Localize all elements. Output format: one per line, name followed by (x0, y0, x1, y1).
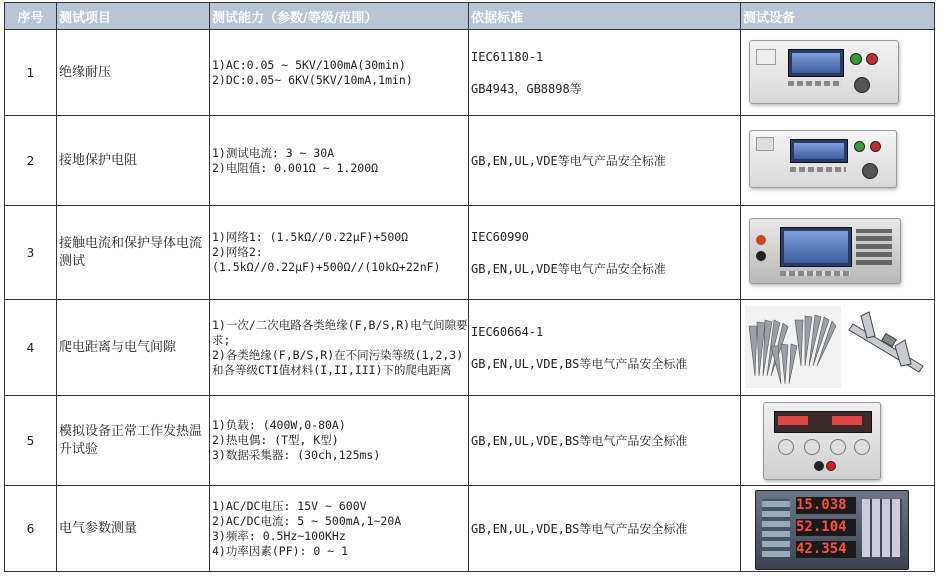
table-row (5, 206, 935, 300)
test-capability: 1)AC:0.05 ~ 5KV/100mA(30min) 2)DC:0.05~ 6KV(5KV/10mA,1min) (210, 30, 469, 116)
standard-line: GB,EN,UL,VDE等电气产品安全标准 (471, 153, 666, 168)
header-equipment: 测试设备 (741, 3, 935, 30)
withstand-voltage-tester-icon (749, 40, 899, 104)
leakage-current-tester-icon (749, 218, 901, 284)
test-capability: 1)负载: (400W,0-80A) 2)热电偶: (T型, K型) 3)数据采集器: (30ch,125ms) (210, 396, 469, 486)
test-item: 模拟设备正常工作发热温升试验 (57, 396, 210, 486)
test-capability: 1)AC/DC电压: 15V ~ 600V 2)AC/DC电流: 5 ~ 500mA,1~20A 3)频率: 0.5Hz~100KHz 4)功率因素(PF): 0 ~ 1 (210, 486, 469, 572)
table-row (5, 486, 935, 572)
header-capability: 测试能力（参数/等级/范围） (210, 3, 469, 30)
row-number: 3 (5, 206, 57, 300)
test-capability: 1)网络1: (1.5kΩ//0.22μF)+500Ω 2)网络2: (1.5kΩ//0.22μF)+500Ω//(10kΩ+22nF) (210, 206, 469, 300)
standard-line: GB,EN,UL,VDE等电气产品安全标准 (471, 261, 666, 276)
test-capability-table-container (4, 2, 934, 572)
standard-line: GB,EN,UL,VDE,BS等电气产品安全标准 (471, 433, 688, 448)
header-test-item: 测试项目 (57, 3, 210, 30)
row-number: 2 (5, 116, 57, 206)
header-serial-no: 序号 (5, 3, 57, 30)
standard-line: GB,EN,UL,VDE,BS等电气产品安全标准 (471, 521, 688, 536)
row-number: 1 (5, 30, 57, 116)
power-meter-icon (755, 490, 909, 570)
standard-cell (469, 396, 741, 486)
ground-bond-tester-icon (749, 130, 897, 188)
test-item: 接地保护电阻 (57, 116, 210, 206)
row-number: 5 (5, 396, 57, 486)
standard-cell (469, 486, 741, 572)
equipment-cell (741, 396, 935, 486)
standard-line: IEC60664-1 (471, 324, 544, 339)
table-header-row (5, 3, 935, 30)
test-capability: 1)一次/二次电路各类绝缘(F,B/S,R)电气间隙要求; 2)各类绝缘(F,B/S,R)在不同污染等级(1,2,3)和各等级CTI值材料(I,II,III)下的爬电距离 (210, 300, 469, 396)
standard-cell (469, 300, 741, 396)
test-item: 接触电流和保护导体电流测试 (57, 206, 210, 300)
standard-cell (469, 30, 741, 116)
equipment-cell (741, 486, 935, 572)
row-number: 6 (5, 486, 57, 572)
dc-power-supply-icon (763, 402, 881, 480)
meter-reading: 42.354 (796, 541, 856, 558)
table-row (5, 396, 935, 486)
table-row (5, 30, 935, 116)
meter-reading: 52.104 (796, 519, 856, 536)
standard-line: IEC61180-1 (471, 49, 544, 64)
standard-cell (469, 206, 741, 300)
equipment-cell (741, 206, 935, 300)
test-capability-table (4, 2, 935, 572)
test-item: 爬电距离与电气间隙 (57, 300, 210, 396)
standard-line: IEC60990 (471, 229, 529, 244)
equipment-cell (741, 116, 935, 206)
test-capability: 1)测试电流: 3 ~ 30A 2)电阻值: 0.001Ω ~ 1.200Ω (210, 116, 469, 206)
test-item: 电气参数测量 (57, 486, 210, 572)
row-number: 4 (5, 300, 57, 396)
test-item: 绝缘耐压 (57, 30, 210, 116)
meter-reading: 15.038 (796, 497, 856, 514)
feeler-gauge-caliper-icon (745, 306, 929, 388)
equipment-cell (741, 30, 935, 116)
standard-line: GB4943，GB8898等 (471, 81, 582, 96)
equipment-cell (741, 300, 935, 396)
table-row (5, 116, 935, 206)
header-standard: 依据标准 (469, 3, 741, 30)
standard-line: GB,EN,UL,VDE,BS等电气产品安全标准 (471, 356, 688, 371)
table-row (5, 300, 935, 396)
standard-cell (469, 116, 741, 206)
